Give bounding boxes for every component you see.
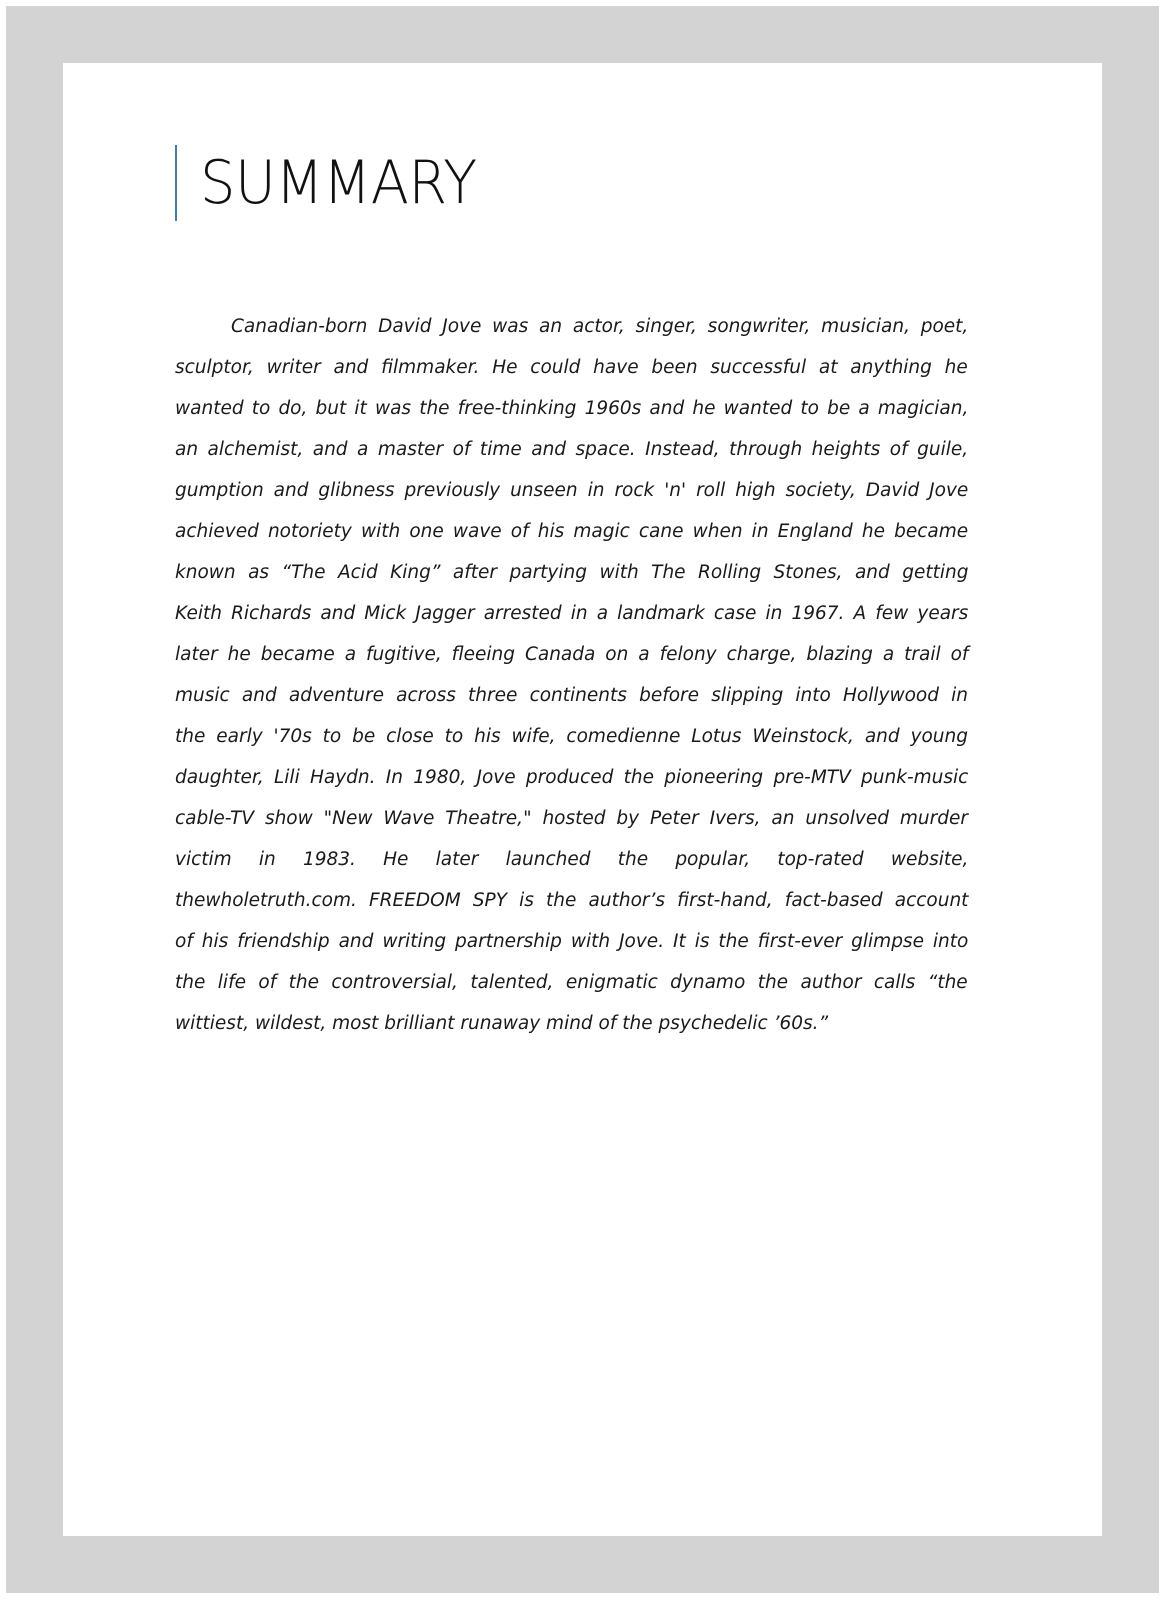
line-text: known as “The Acid King” after partying with The Rolling Stones, and getting <box>175 562 969 583</box>
paragraph-line <box>175 347 968 388</box>
paragraph-line <box>175 675 968 716</box>
line-text: an alchemist, and a master of time and space. Instead, through heights of guile, <box>175 439 969 460</box>
line-text: cable-TV show "New Wave Theatre," hosted by Peter Ivers, an unsolved murder <box>175 808 968 829</box>
line-text: music and adventure across three continents before slipping into Hollywood in <box>175 685 969 706</box>
paragraph-line <box>175 757 968 798</box>
paragraph-line <box>175 511 968 552</box>
paragraph-line <box>175 798 968 839</box>
paragraph-line <box>175 470 968 511</box>
paragraph-line <box>175 962 968 1003</box>
paragraph-line <box>175 388 968 429</box>
line-text: Keith Richards and Mick Jagger arrested in a landmark case in 1967. A few years <box>175 603 969 624</box>
line-text: daughter, Lili Haydn. In 1980, Jove produced the pioneering pre-MTV punk-music <box>175 767 969 788</box>
line-text: the life of the controversial, talented, enigmatic dynamo the author calls “the <box>175 972 968 993</box>
line-text: wittiest, wildest, most brilliant runaway mind of the psychedelic ’60s.” <box>175 1013 829 1034</box>
page-title: SUMMARY <box>200 148 477 218</box>
line-text: wanted to do, but it was the free-thinking 1960s and he wanted to be a magician, <box>175 398 969 419</box>
line-text: achieved notoriety with one wave of his magic cane when in England he became <box>175 521 969 542</box>
paragraph-line <box>175 634 968 675</box>
line-text: the early '70s to be close to his wife, comedienne Lotus Weinstock, and young <box>175 726 968 747</box>
title-accent-bar <box>175 145 177 221</box>
paragraph-line <box>175 552 968 593</box>
paragraph-line <box>175 839 968 880</box>
summary-paragraph <box>175 306 968 1044</box>
line-text: sculptor, writer and filmmaker. He could have been successful at anything he <box>175 357 968 378</box>
paragraph-line <box>175 593 968 634</box>
line-text: gumption and glibness previously unseen in rock 'n' roll high society, David Jove <box>175 480 969 501</box>
line-text: Canadian-born David Jove was an actor, singer, songwriter, musician, poet, <box>231 316 969 337</box>
paragraph-line <box>175 880 968 921</box>
line-text: later he became a fugitive, fleeing Canada on a felony charge, blazing a trail of <box>175 644 969 665</box>
paragraph-line <box>175 429 968 470</box>
line-text: thewholetruth.com. FREEDOM SPY is the author’s first-hand, fact-based account <box>175 890 969 911</box>
line-text: of his friendship and writing partnership with Jove. It is the first-ever glimpse into <box>175 931 969 952</box>
line-text: victim in 1983. He later launched the popular, top-rated website, <box>175 849 969 870</box>
paragraph-line <box>175 716 968 757</box>
paragraph-line <box>175 921 968 962</box>
paragraph-line <box>175 1003 968 1044</box>
paragraph-line <box>175 306 968 347</box>
